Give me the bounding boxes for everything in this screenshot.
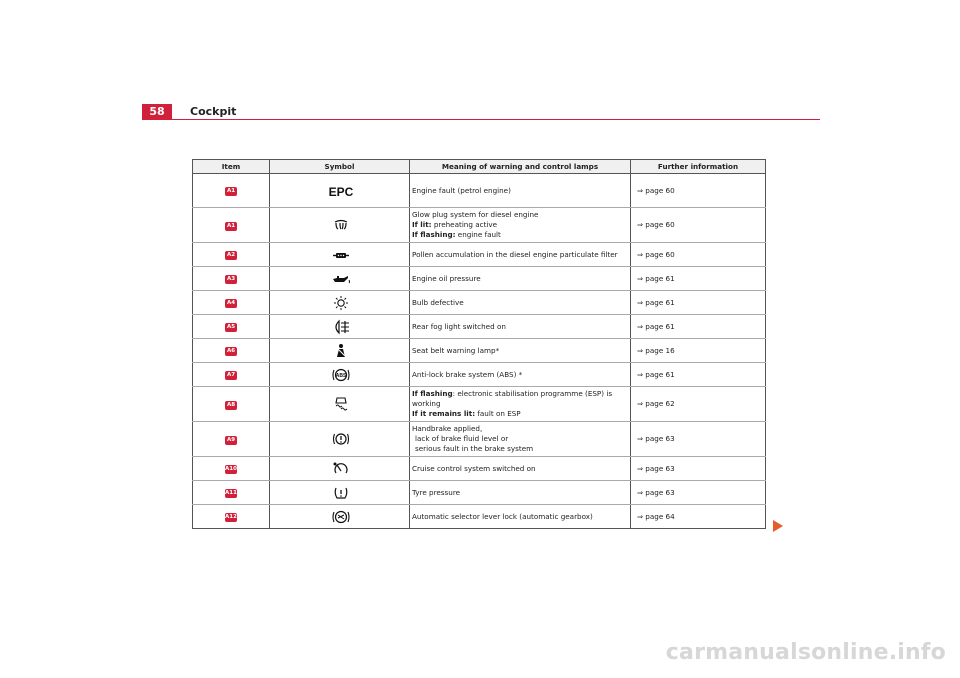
meaning-text: preheating active: [431, 220, 498, 229]
meaning-line: [412, 512, 628, 522]
item-cell: [193, 339, 270, 363]
rear-fog-light-icon: [331, 319, 351, 335]
table-row: [193, 457, 766, 481]
symbol-cell: [270, 243, 410, 267]
meaning-text: Engine fault (petrol engine): [412, 185, 511, 195]
page-reference-link[interactable]: ⇒ page 61: [631, 267, 766, 291]
table-row: [193, 208, 766, 243]
meaning-text: Rear fog light switched on: [412, 321, 506, 331]
symbol-cell: [270, 267, 410, 291]
meaning-line: [412, 250, 628, 260]
meaning-keyword: If flashing:: [412, 230, 456, 239]
meaning-text: Tyre pressure: [412, 487, 461, 497]
meaning-line: [412, 444, 628, 454]
item-badge: A7: [226, 372, 236, 378]
item-badge: A2: [226, 252, 236, 258]
svg-text:ABS: ABS: [335, 372, 347, 379]
meaning-cell: [410, 174, 631, 208]
item-cell: [193, 315, 270, 339]
symbol-cell: [270, 339, 410, 363]
item-cell: [193, 363, 270, 387]
item-cell: [193, 174, 270, 208]
particulate-filter-icon: [331, 247, 351, 263]
page-reference-link[interactable]: ⇒ page 63: [631, 481, 766, 505]
table-row: [193, 422, 766, 457]
table-row: [193, 315, 766, 339]
item-badge: A5: [226, 324, 236, 330]
meaning-line: [412, 186, 628, 196]
table-row: [193, 481, 766, 505]
page-header: [142, 104, 820, 120]
esp-icon: [331, 396, 351, 412]
meaning-line: [412, 322, 628, 332]
symbol-cell: [270, 457, 410, 481]
meaning-line: [412, 424, 628, 434]
meaning-line: [412, 298, 628, 308]
meaning-text: Seat belt warning lamp*: [412, 345, 500, 355]
item-cell: [193, 291, 270, 315]
item-cell: [193, 422, 270, 457]
symbol-cell: [270, 174, 410, 208]
table-row: [193, 505, 766, 529]
meaning-cell: [410, 339, 631, 363]
meaning-text: engine fault: [455, 230, 501, 239]
table-row: [193, 363, 766, 387]
item-badge: A12: [225, 514, 237, 520]
symbol-cell: [270, 387, 410, 422]
table-row: [193, 387, 766, 422]
item-badge: A10: [225, 466, 237, 472]
item-badge: A6: [226, 348, 236, 354]
item-badge: A8: [226, 401, 236, 408]
item-badge: A11: [225, 490, 237, 496]
epc-icon: [328, 183, 354, 199]
glow-plug-icon: [331, 217, 351, 233]
column-header-item: Item: [193, 160, 270, 174]
meaning-text: fault on ESP: [475, 409, 521, 418]
meaning-cell: [410, 291, 631, 315]
meaning-line: [412, 210, 628, 220]
symbol-cell: [270, 422, 410, 457]
meaning-text: Glow plug system for diesel engine: [412, 210, 539, 219]
symbol-cell: [270, 208, 410, 243]
page-reference-link[interactable]: ⇒ page 61: [631, 291, 766, 315]
brake-warning-icon: [331, 431, 351, 447]
table-row: [193, 291, 766, 315]
chapter-title: Cockpit: [190, 105, 237, 118]
page-reference-link[interactable]: ⇒ page 61: [631, 363, 766, 387]
cruise-control-icon: [331, 461, 351, 477]
page-reference-link[interactable]: ⇒ page 60: [631, 174, 766, 208]
item-cell: [193, 387, 270, 422]
symbol-cell: [270, 291, 410, 315]
item-badge: A9: [226, 436, 236, 443]
item-badge: A3: [226, 276, 236, 282]
meaning-cell: [410, 481, 631, 505]
item-cell: [193, 243, 270, 267]
meaning-text: serious fault in the brake system: [415, 444, 534, 453]
page-reference-link[interactable]: ⇒ page 61: [631, 315, 766, 339]
meaning-text: Automatic selector lever lock (automatic gearbox): [412, 511, 593, 521]
abs-icon: [331, 367, 351, 383]
symbol-cell: [270, 481, 410, 505]
meaning-line: [412, 409, 628, 419]
meaning-cell: [410, 363, 631, 387]
item-cell: [193, 457, 270, 481]
meaning-text: Cruise control system switched on: [412, 463, 536, 473]
page-reference-link[interactable]: ⇒ page 60: [631, 208, 766, 243]
symbol-cell: [270, 363, 410, 387]
meaning-cell: [410, 505, 631, 529]
meaning-keyword: If lit:: [412, 220, 432, 229]
selector-lever-lock-icon: [331, 509, 351, 525]
page-reference-link[interactable]: ⇒ page 62: [631, 387, 766, 422]
meaning-text: lack of brake fluid level or: [415, 434, 509, 443]
page-number: 58: [142, 104, 172, 119]
bulb-icon: [331, 295, 351, 311]
page-reference-link[interactable]: ⇒ page 16: [631, 339, 766, 363]
table-row: [193, 339, 766, 363]
item-cell: [193, 208, 270, 243]
meaning-line: [412, 230, 628, 240]
meaning-cell: [410, 315, 631, 339]
column-header-meaning: Meaning of warning and control lamps: [410, 160, 631, 174]
meaning-text: Engine oil pressure: [412, 273, 481, 283]
meaning-text: Handbrake applied,: [412, 424, 483, 433]
meaning-line: [412, 346, 628, 356]
column-header-info: Further information: [631, 160, 766, 174]
meaning-text: Bulb defective: [412, 297, 464, 307]
meaning-line: [412, 488, 628, 498]
column-header-symbol: Symbol: [270, 160, 410, 174]
table-header-row: [193, 160, 766, 174]
page-reference-link[interactable]: ⇒ page 63: [631, 457, 766, 481]
table-row: [193, 243, 766, 267]
meaning-line: [412, 274, 628, 284]
meaning-line: [412, 220, 628, 230]
svg-text:EPC: EPC: [328, 184, 354, 199]
page-reference-link[interactable]: ⇒ page 60: [631, 243, 766, 267]
page-reference-link[interactable]: ⇒ page 64: [631, 505, 766, 529]
meaning-cell: [410, 243, 631, 267]
meaning-text: : electronic stabilisation programme (ESP) is working: [412, 389, 613, 408]
meaning-cell: [410, 267, 631, 291]
seat-belt-icon: [331, 343, 351, 359]
meaning-line: [412, 464, 628, 474]
meaning-keyword: If it remains lit:: [412, 409, 476, 418]
item-badge: A1: [226, 188, 236, 194]
header-rule: [142, 119, 820, 120]
item-cell: [193, 267, 270, 291]
meaning-cell: [410, 457, 631, 481]
meaning-text: Pollen accumulation in the diesel engine particulate filter: [412, 249, 618, 259]
meaning-cell: [410, 387, 631, 422]
next-page-arrow-icon[interactable]: [773, 520, 783, 532]
symbol-cell: [270, 315, 410, 339]
meaning-keyword: If flashing: [412, 389, 453, 398]
table-row: [193, 174, 766, 208]
symbol-cell: [270, 505, 410, 529]
item-cell: [193, 505, 270, 529]
meaning-cell: [410, 208, 631, 243]
item-cell: [193, 481, 270, 505]
meaning-line: [412, 434, 628, 444]
meaning-text: Anti-lock brake system (ABS) *: [412, 369, 523, 379]
meaning-line: [412, 389, 628, 409]
watermark: carmanualsonline.info: [665, 640, 946, 665]
oil-can-icon: [331, 271, 351, 287]
meaning-line: [412, 370, 628, 380]
item-badge: A1: [226, 222, 236, 229]
meaning-cell: [410, 422, 631, 457]
table-row: [193, 267, 766, 291]
item-badge: A4: [226, 300, 236, 306]
page-reference-link[interactable]: ⇒ page 63: [631, 422, 766, 457]
warning-lamps-table: [192, 159, 766, 529]
tyre-pressure-icon: [331, 485, 351, 501]
